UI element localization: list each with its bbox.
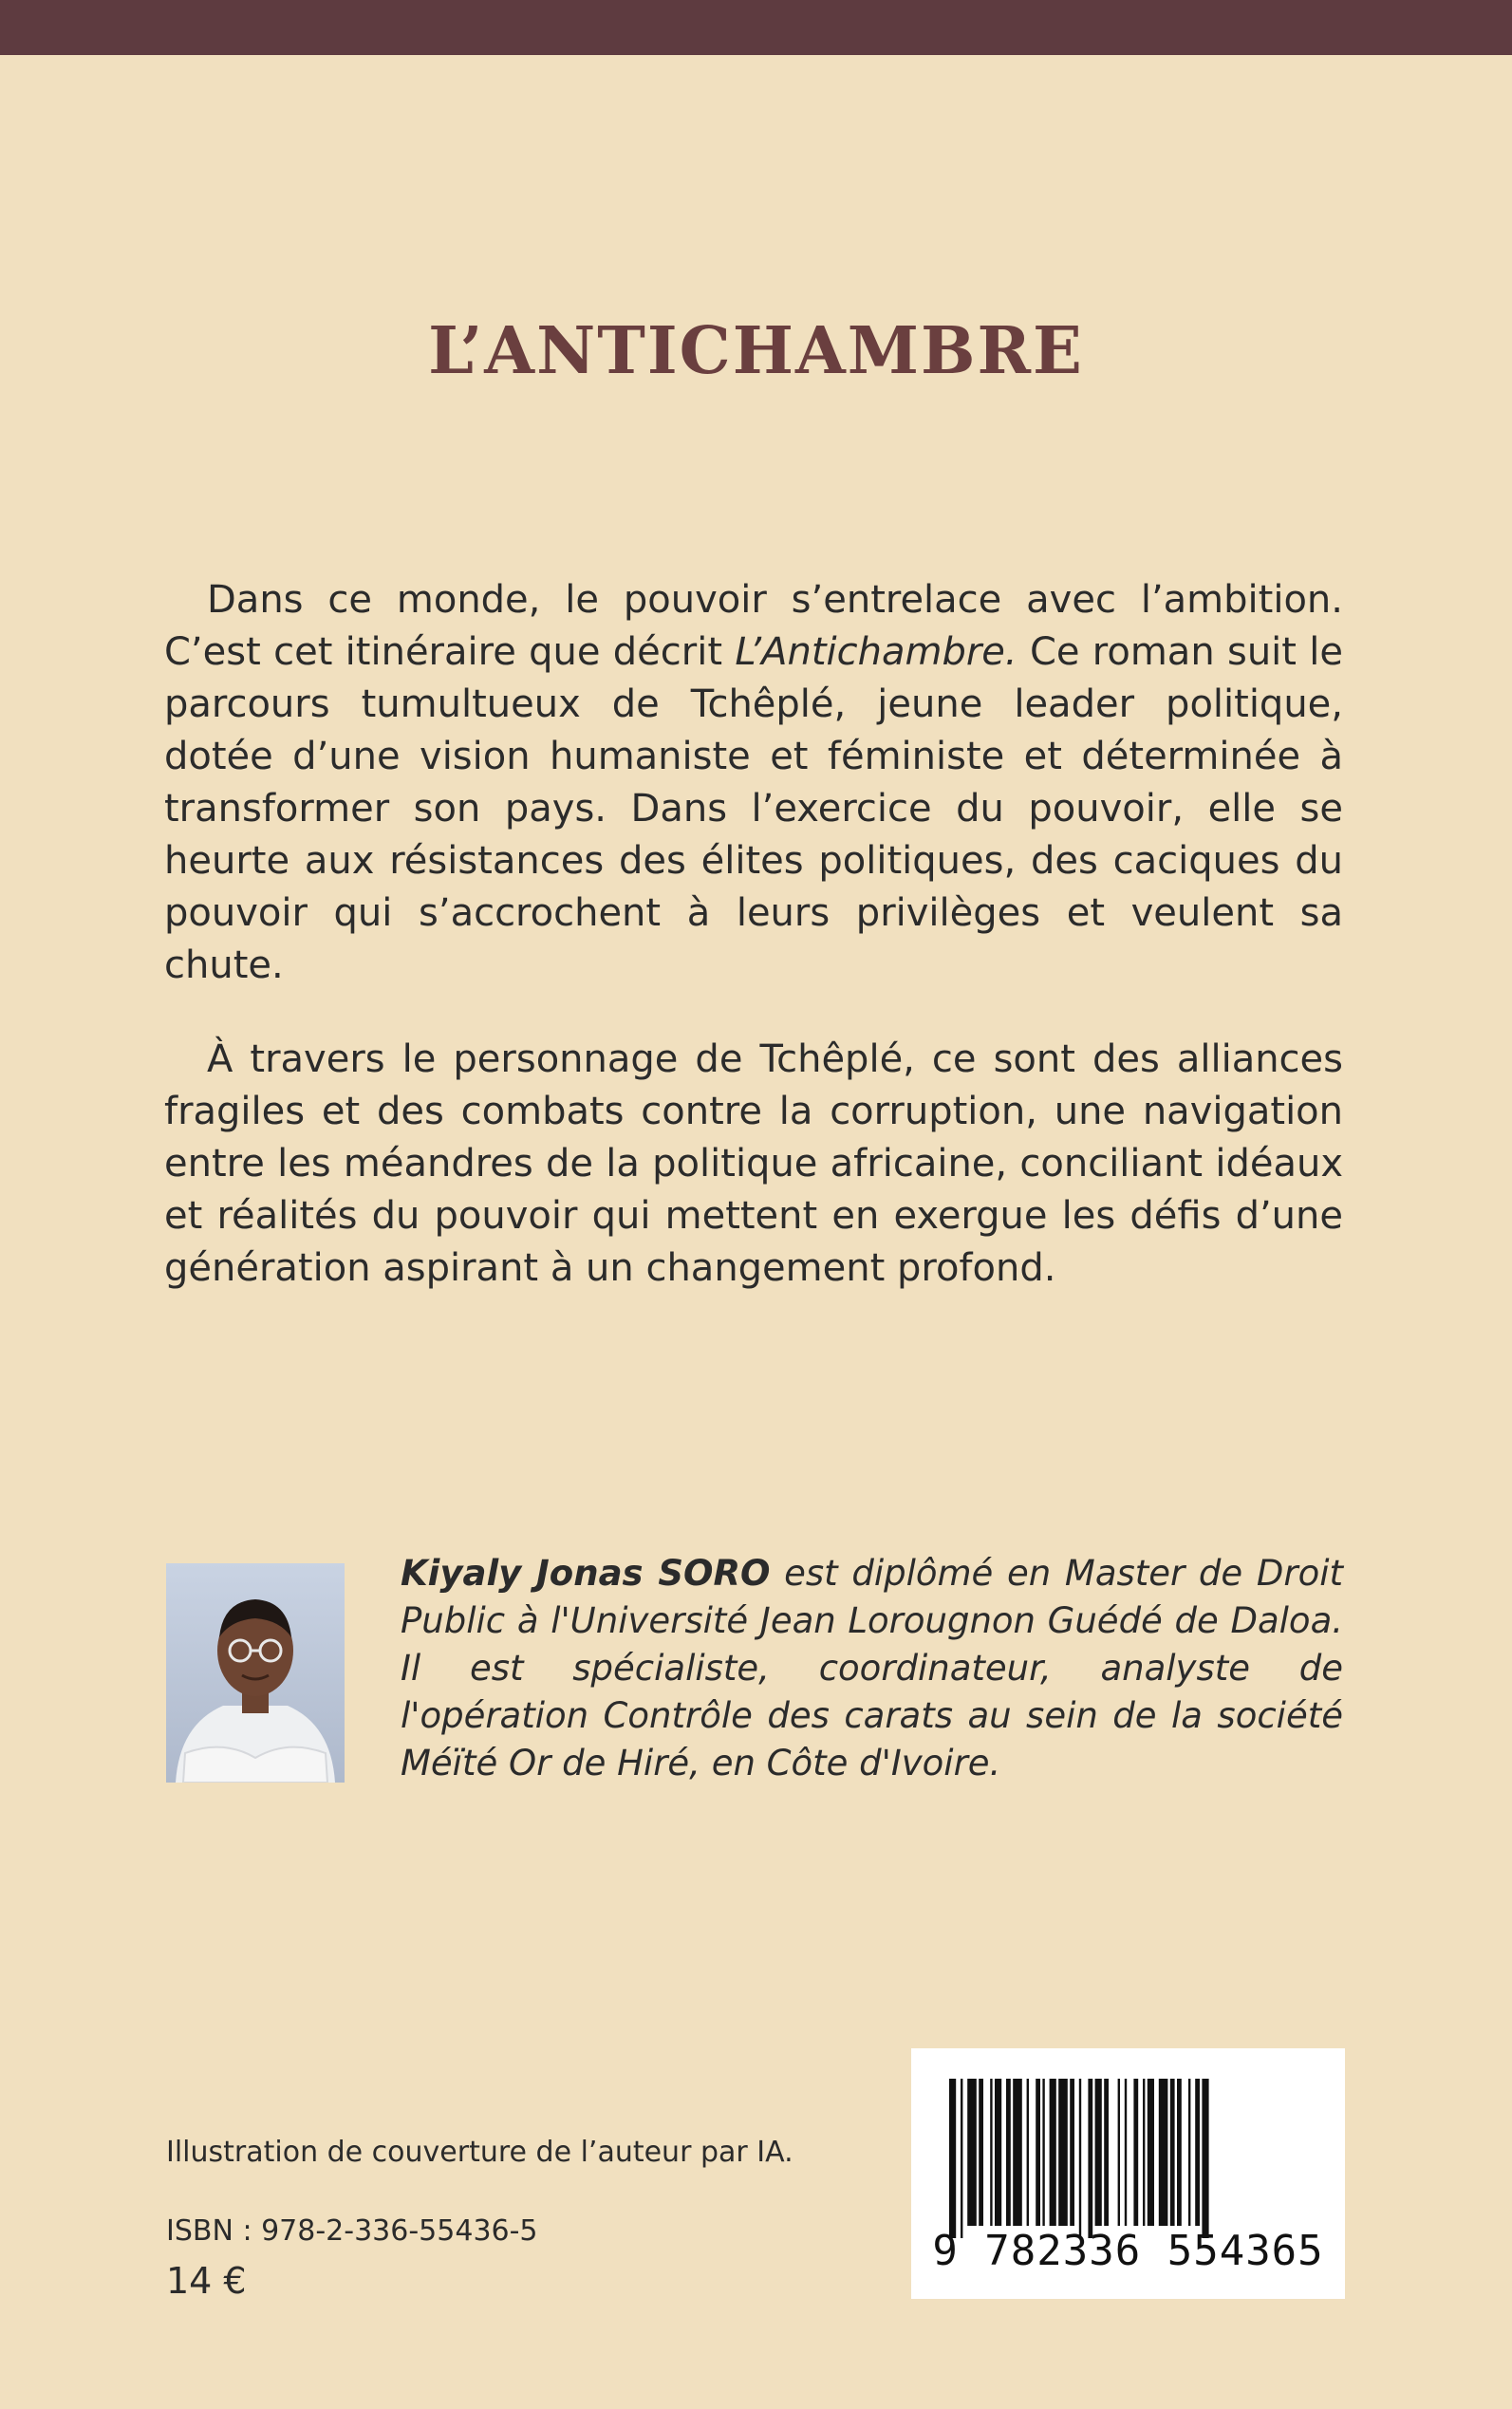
barcode-digits: 9 782336 554365 (932, 2227, 1324, 2275)
barcode-bar (1104, 2079, 1109, 2226)
barcode-bar (967, 2079, 977, 2226)
back-cover-blurb (164, 574, 1343, 1336)
barcode-bar (1188, 2079, 1190, 2226)
barcode-bar (1058, 2079, 1068, 2226)
barcode-bar (1170, 2079, 1175, 2226)
barcode-bar (1006, 2079, 1011, 2226)
author-bio: Kiyaly Jonas SORO est diplômé en Master de Droit Public à l'Université Jean Lorougnon Guédé de Daloa. Il est spécialiste, coordinateur, analyste de l'opération Contrôle des carats au sein de la société Méïté Or de Hiré, en Côte d'Ivoire. (401, 1553, 1343, 1783)
barcode (911, 2048, 1345, 2299)
isbn: ISBN : 978-2-336-55436-5 (166, 2214, 538, 2248)
price: 14 € (166, 2260, 247, 2302)
author-name: Kiyaly Jonas SORO (401, 1553, 771, 1594)
barcode-bar (1159, 2079, 1168, 2226)
barcode-bar (1036, 2079, 1040, 2226)
barcode-bar (1013, 2079, 1022, 2226)
cover-illustration-credit: Illustration de couverture de l’auteur par IA. (166, 2136, 793, 2169)
barcode-bar (1195, 2079, 1200, 2226)
barcode-bar (1118, 2079, 1120, 2226)
barcode-bar (1042, 2079, 1044, 2226)
author-photo (166, 1563, 345, 1783)
barcode-bar (1202, 2079, 1208, 2238)
barcode-bar (961, 2079, 962, 2238)
barcode-bar (1143, 2079, 1145, 2226)
barcode-bar (1125, 2079, 1127, 2226)
book-title: L’ANTICHAMBRE (428, 313, 1084, 389)
blurb-paragraph-2: À travers le personnage de Tchêplé, ce sont des alliances fragiles et des combats contre la corruption, une navigation entre les méandres de la politique africaine, conciliant idéaux et réalités du pouvoir qui mettent en exergue les défis d’une génération aspirant à un changement profond. (164, 1037, 1343, 1290)
barcode-bar (1148, 2079, 1154, 2226)
barcode-bar (995, 2079, 1001, 2226)
barcode-bar (1177, 2079, 1182, 2226)
barcode-bar (990, 2079, 992, 2226)
barcode-bar (1095, 2079, 1102, 2226)
barcode-bar (1070, 2079, 1074, 2226)
barcode-bar (1027, 2079, 1029, 2226)
barcode-bar (949, 2079, 956, 2238)
book-title-italic: L’Antichambre. (735, 630, 1017, 674)
barcode-bars (911, 2048, 1345, 2238)
top-color-band (0, 0, 1512, 55)
barcode-bar (979, 2079, 983, 2226)
barcode-bar (1079, 2079, 1081, 2238)
barcode-bar (1050, 2079, 1056, 2226)
barcode-bar (1133, 2079, 1138, 2226)
blurb-paragraph-1: Dans ce monde, le pouvoir s’entrelace avec l’ambition. C’est cet itinéraire que décrit L’Antichambre. Ce roman suit le parcours tumultueux de Tchêplé, jeune leader politique, dotée d’une vision humaniste et féministe et déterminée à transformer son pays. Dans l’exercice du pouvoir, elle se heurte aux résistances des élites politiques, des caciques du pouvoir qui s’accrochent à leurs privilèges et veulent sa chute. (164, 578, 1343, 987)
barcode-bar (1088, 2079, 1092, 2238)
